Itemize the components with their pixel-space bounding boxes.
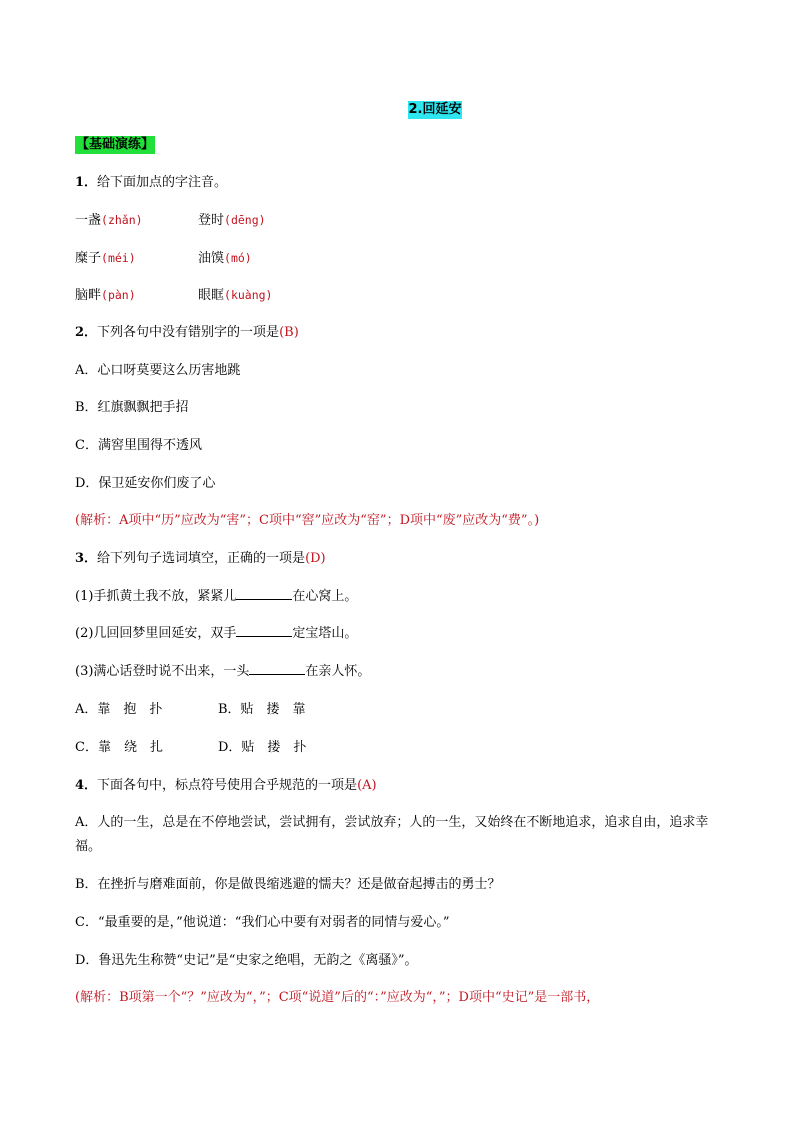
q4-answer: (A) [357, 778, 377, 793]
q2-option-c: C．满窖里围得不透风 [75, 438, 202, 453]
q3-option-b: B．贴 搂 靠 [218, 702, 306, 717]
question-1-stem: 1．给下面加点的字注音。 [75, 175, 228, 190]
q4-analysis: (解析：B项第一个“？”应改为“，”；C项“说道”后的“：”应改为“，”；D项中“史记”是一部书， [75, 990, 600, 1005]
section-label: 【基础演练】 [76, 137, 155, 152]
q2-option-d: D．保卫延安你们废了心 [75, 476, 216, 491]
fill-blank[interactable] [236, 624, 292, 637]
q2-option-a: A．心口呀莫要这么历害地跳 [75, 363, 241, 378]
q3-sentence-1: (1)手抓黄土我不放，紧紧儿 在心窝上。 [75, 589, 358, 604]
q1-item-2: 登时(dēng) [198, 213, 266, 228]
q3-option-d: D．贴 搂 扑 [218, 740, 307, 755]
q3-option-a: A．靠 抱 扑 [75, 702, 163, 717]
fill-blank[interactable] [249, 662, 305, 675]
q3-option-c: C．靠 绕 扎 [75, 740, 163, 755]
q2-analysis: (解析：A项中“历”应改为“害”；C项中“窖”应改为“窑”；D项中“废”应改为“费”。) [75, 513, 540, 528]
q4-option-d: D．鲁迅先生称赞“史记”是“史家之绝唱，无韵之《离骚》”。 [75, 953, 418, 968]
page-title: 2.回延安 [408, 102, 462, 117]
q1-item-3: 糜子(méi) [75, 251, 136, 266]
q1-item-5: 脑畔(pàn) [75, 288, 136, 303]
q1-item-1: 一盏(zhǎn) [75, 213, 143, 228]
q4-option-a: A．人的一生，总是在不停地尝试，尝试拥有，尝试放弃；人的一生，又始终在不断地追求，追求自由，追求幸福。 [75, 815, 709, 854]
fill-blank[interactable] [236, 587, 292, 600]
q1-item-4: 油馍(mó) [198, 251, 252, 266]
question-3-stem: 3．给下列句子选词填空，正确的一项是(D) [75, 551, 326, 566]
question-4-stem: 4．下面各句中，标点符号使用合乎规范的一项是(A) [75, 778, 377, 793]
q3-sentence-2: (2)几回回梦里回延安，双手 定宝塔山。 [75, 626, 358, 641]
q4-option-b: B．在挫折与磨难面前，你是做畏缩逃避的懦夫？还是做奋起搏击的勇士？ [75, 877, 501, 892]
q3-sentence-3: (3)满心话登时说不出来，一头 在亲人怀。 [75, 664, 371, 679]
q4-option-c: C．“最重要的是，”他说道：“我们心中要有对弱者的同情与爱心。” [75, 915, 450, 930]
question-2-stem: 2．下列各句中没有错别字的一项是(B) [75, 325, 299, 340]
q3-answer: (D) [305, 551, 326, 566]
q2-answer: (B) [279, 325, 299, 340]
q1-item-6: 眼眶(kuàng) [198, 288, 273, 303]
q2-option-b: B．红旗飘飘把手招 [75, 400, 189, 415]
